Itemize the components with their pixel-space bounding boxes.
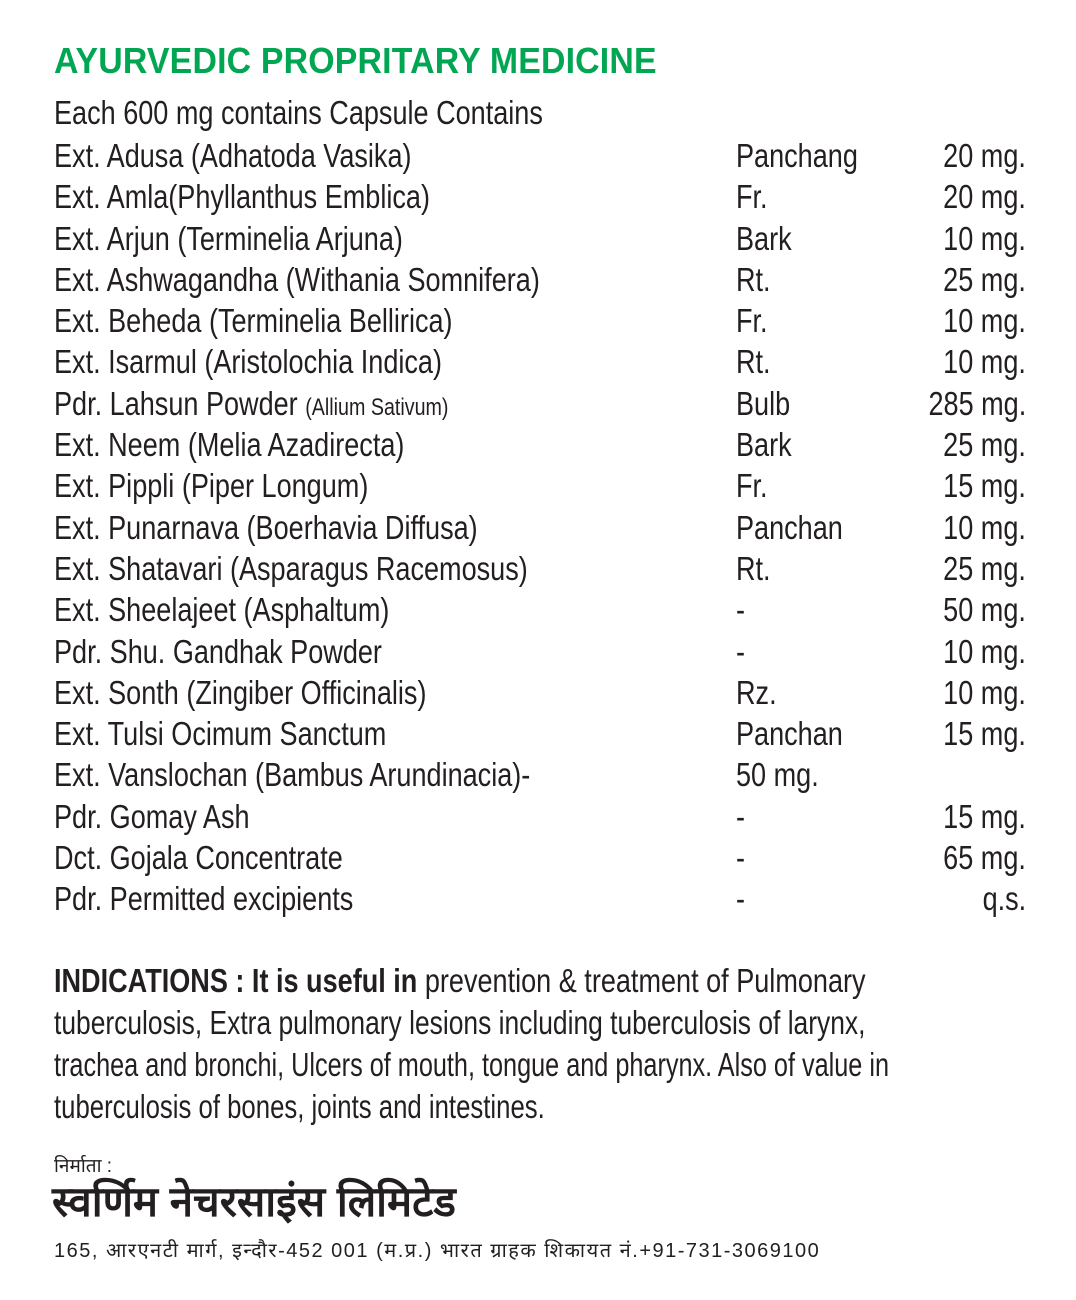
ingredient-part xyxy=(736,713,866,754)
ingredient-quantity xyxy=(925,218,1026,259)
ingredient-quantity xyxy=(925,548,1026,589)
ingredient-quantity-text: 25 mg. xyxy=(943,426,1026,464)
ingredient-quantity xyxy=(925,796,1026,837)
ingredients-table xyxy=(54,135,1026,920)
ingredient-part-text: - xyxy=(736,632,746,670)
ingredient-part xyxy=(736,548,778,589)
ingredient-part-text: Panchan xyxy=(736,508,843,546)
ingredient-part-text: Rt. xyxy=(736,343,771,381)
ingredient-row xyxy=(54,796,1026,837)
ingredient-quantity xyxy=(973,878,1026,919)
ingredient-row xyxy=(54,218,1026,259)
ingredient-quantity-text: 65 mg. xyxy=(943,839,1026,877)
ingredient-part xyxy=(736,135,885,176)
ingredient-row xyxy=(54,465,1026,506)
ingredient-name-text: Ext. Shatavari (Asparagus Racemosus) xyxy=(54,549,528,587)
indications-label: INDICATIONS : It is useful in xyxy=(54,962,418,999)
ingredient-part xyxy=(736,672,786,713)
ingredient-row xyxy=(54,878,1026,919)
ingredient-part xyxy=(736,424,804,465)
ingredient-name xyxy=(54,218,480,263)
ingredient-part-text: Fr. xyxy=(736,467,768,505)
ingredient-botanical-small: (Allium Sativum) xyxy=(305,393,449,421)
ingredient-name xyxy=(54,135,490,180)
ingredient-name-text: Ext. Pippli (Piper Longum) xyxy=(54,467,369,505)
indications-line-1 xyxy=(54,960,866,1002)
ingredient-name-text: Ext. Neem (Melia Azadirecta) xyxy=(54,426,405,464)
ingredient-name xyxy=(54,672,508,717)
ingredient-row xyxy=(54,548,1026,589)
ingredient-quantity-text: 20 mg. xyxy=(943,178,1026,216)
ingredient-part-text: Panchang xyxy=(736,137,858,174)
manufacturer-label: निर्माता : xyxy=(54,1156,113,1177)
ingredient-name-text: Pdr. Gomay Ash xyxy=(54,797,250,835)
ingredient-name-text: Ext. Sheelajeet (Asphaltum) xyxy=(54,591,390,629)
ingredient-name xyxy=(54,383,535,428)
ingredient-row xyxy=(54,754,1026,795)
ingredient-quantity xyxy=(925,589,1026,630)
ingredient-name-text: Ext. Tulsi Ocimum Sanctum xyxy=(54,715,387,753)
ingredient-name-text: Ext. Beheda (Terminelia Bellirica) xyxy=(54,302,453,340)
ingredient-part-text: - xyxy=(736,591,746,629)
ingredient-quantity-text: 25 mg. xyxy=(943,549,1026,587)
ingredient-quantity-text: 15 mg. xyxy=(943,715,1026,753)
ingredient-part xyxy=(736,796,747,837)
ingredient-row xyxy=(54,341,1026,382)
ingredient-quantity xyxy=(925,837,1026,878)
ingredient-quantity-text: 25 mg. xyxy=(943,260,1026,298)
ingredient-part-text: - xyxy=(736,839,746,877)
ingredient-part xyxy=(736,176,775,217)
ingredient-part xyxy=(736,507,866,548)
ingredient-part xyxy=(736,631,747,672)
ingredient-name-text: Ext. Arjun (Terminelia Arjuna) xyxy=(54,219,403,257)
ingredient-name xyxy=(54,548,632,593)
ingredient-part xyxy=(736,878,747,919)
title-text: AYURVEDIC PROPRITARY MEDICINE xyxy=(54,40,657,81)
ingredient-name xyxy=(54,259,646,304)
ingredient-part xyxy=(736,465,775,506)
ingredient-row xyxy=(54,672,1026,713)
ingredient-quantity xyxy=(925,259,1026,300)
ingredient-name xyxy=(54,837,406,882)
ingredient-name xyxy=(54,754,635,799)
ingredient-name-text: Ext. Adusa (Adhatoda Vasika) xyxy=(54,137,412,174)
ingredient-row xyxy=(54,383,1026,424)
ingredient-name-text: Ext. Isarmul (Aristolochia Indica) xyxy=(54,343,442,381)
ingredient-part-text: - xyxy=(736,880,746,918)
ingredient-row xyxy=(54,507,1026,548)
ingredient-part-text: Fr. xyxy=(736,178,768,216)
ingredient-name xyxy=(54,878,419,923)
ingredient-name xyxy=(54,507,571,552)
ingredient-quantity-text: q.s. xyxy=(982,880,1026,918)
intro-text: Each 600 mg contains Capsule Contains xyxy=(54,94,543,131)
ingredient-name-text: Ext. Ashwagandha (Withania Somnifera) xyxy=(54,260,540,298)
ingredient-part-text: Rz. xyxy=(736,673,777,711)
ingredient-name-text: Dct. Gojala Concentrate xyxy=(54,839,343,877)
ingredient-quantity-text: 10 mg. xyxy=(943,302,1026,340)
ingredient-row xyxy=(54,259,1026,300)
ingredient-part xyxy=(736,300,775,341)
ingredient-name-text: Pdr. Shu. Gandhak Powder xyxy=(54,632,382,670)
ingredient-row xyxy=(54,713,1026,754)
ingredient-row xyxy=(54,176,1026,217)
ingredient-part-text: Panchan xyxy=(736,715,843,753)
ingredient-part-text: Fr. xyxy=(736,302,768,340)
ingredient-part xyxy=(736,341,778,382)
ingredient-name-text: Ext. Sonth (Zingiber Officinalis) xyxy=(54,673,427,711)
ingredient-quantity-text: 10 mg. xyxy=(943,673,1026,711)
ingredient-quantity-text: 15 mg. xyxy=(943,467,1026,505)
ingredient-name-text: Pdr. Permitted excipients xyxy=(54,880,354,918)
ingredient-name xyxy=(54,176,513,221)
ingredient-name xyxy=(54,713,459,758)
ingredient-part xyxy=(736,218,804,259)
indications-line-4: tuberculosis of bones, joints and intestines. xyxy=(54,1088,545,1125)
ingredient-name-text: Ext. Amla(Phyllanthus Emblica) xyxy=(54,178,430,216)
indications-line-2: tuberculosis, Extra pulmonary lesions including tuberculosis of larynx, xyxy=(54,1004,866,1041)
ingredient-row xyxy=(54,300,1026,341)
ingredient-quantity xyxy=(925,631,1026,672)
ingredient-quantity xyxy=(925,672,1026,713)
composition-intro xyxy=(54,94,650,132)
ingredient-name xyxy=(54,465,437,510)
ingredient-row xyxy=(54,135,1026,176)
manufacturer-address: 165, आरएनटी मार्ग, इन्दौर-452 001 (म.प्र.) भारत ग्राहक शिकायत नं.+91-731-3069100 xyxy=(54,1240,821,1262)
ingredient-name xyxy=(54,631,454,676)
ingredient-part-text: Bark xyxy=(736,426,792,464)
ingredient-name-text: Ext. Punarnava (Boerhavia Diffusa) xyxy=(54,508,478,546)
ingredient-name-text: Ext. Vanslochan (Bambus Arundinacia)- xyxy=(54,756,531,794)
ingredient-quantity xyxy=(925,465,1026,506)
ingredient-part-text: 50 mg. xyxy=(736,756,819,794)
ingredient-name-text: Pdr. Lahsun Powder xyxy=(54,384,306,422)
ingredient-name xyxy=(54,300,540,345)
ingredient-quantity-text: 285 mg. xyxy=(928,384,1026,422)
ingredient-quantity-text: 10 mg. xyxy=(943,343,1026,381)
ingredient-part-text: Bark xyxy=(736,219,792,257)
ingredient-quantity xyxy=(907,383,1026,424)
ingredient-name xyxy=(54,341,527,386)
ingredient-row xyxy=(54,631,1026,672)
ingredient-part-text: Bulb xyxy=(736,384,791,422)
ingredient-quantity xyxy=(925,424,1026,465)
ingredient-quantity xyxy=(925,713,1026,754)
ingredient-name xyxy=(54,796,292,841)
indications-section xyxy=(54,960,1026,1128)
ingredient-quantity-text: 10 mg. xyxy=(943,632,1026,670)
ingredient-part-text: - xyxy=(736,797,746,835)
manufacturer-name: स्वर्णिम नेचरसाइंस लिमिटेड xyxy=(52,1178,456,1225)
ingredient-part xyxy=(736,754,837,795)
indications-text-1: prevention & treatment of Pulmonary xyxy=(417,962,866,999)
ingredient-quantity-text: 50 mg. xyxy=(943,591,1026,629)
page-title xyxy=(54,40,695,82)
ingredient-quantity-text: 10 mg. xyxy=(943,219,1026,257)
ingredient-row xyxy=(54,589,1026,630)
ingredient-row xyxy=(54,424,1026,465)
ingredient-part xyxy=(736,837,747,878)
ingredient-quantity-text: 10 mg. xyxy=(943,508,1026,546)
ingredient-row xyxy=(54,837,1026,878)
ingredient-name xyxy=(54,589,463,634)
ingredient-quantity xyxy=(925,300,1026,341)
ingredient-quantity xyxy=(925,135,1026,176)
ingredient-part xyxy=(736,589,747,630)
ingredient-quantity xyxy=(925,507,1026,548)
ingredient-part-text: Rt. xyxy=(736,260,771,298)
ingredient-name xyxy=(54,424,481,469)
ingredient-part xyxy=(736,259,778,300)
ingredient-quantity-text: 15 mg. xyxy=(943,797,1026,835)
ingredient-quantity-text: 20 mg. xyxy=(943,137,1026,174)
ingredient-part-text: Rt. xyxy=(736,549,771,587)
ingredient-quantity xyxy=(925,341,1026,382)
indications-line-3: trachea and bronchi, Ulcers of mouth, tongue and pharynx. Also of value in xyxy=(54,1046,889,1083)
ingredient-quantity xyxy=(925,176,1026,217)
ingredient-part xyxy=(736,383,802,424)
